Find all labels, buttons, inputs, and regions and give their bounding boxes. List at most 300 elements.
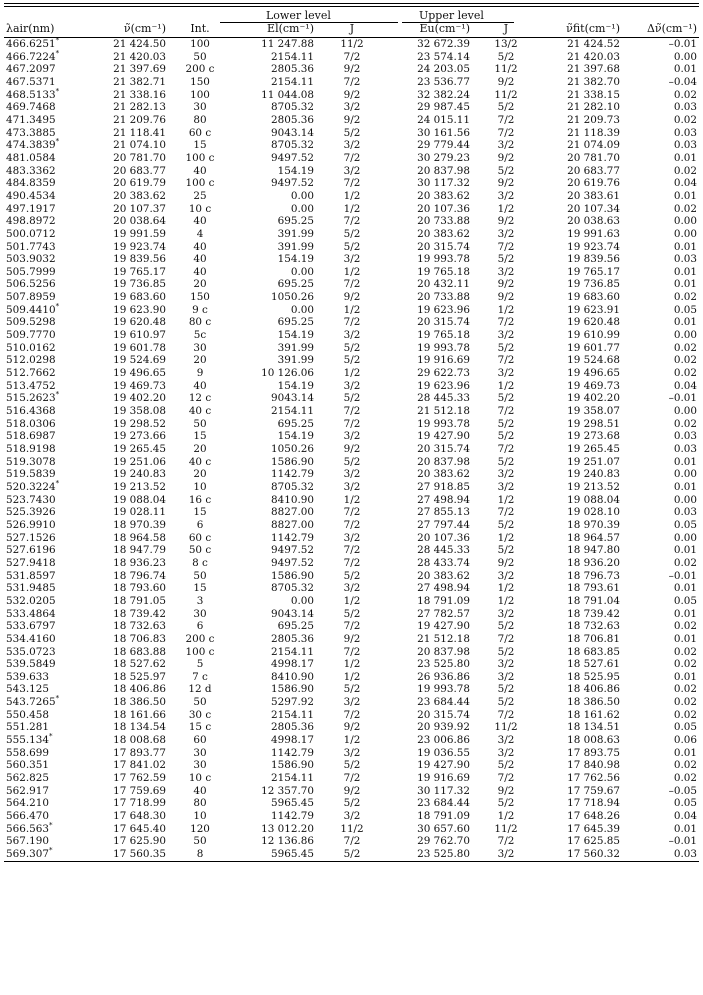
wavelength-value: 484.8359 bbox=[6, 177, 56, 190]
intensity-cell: 10 c bbox=[188, 202, 212, 215]
delta-cell: 0.01 bbox=[673, 151, 697, 164]
lower-j-cell: 5/2 bbox=[343, 354, 361, 367]
upper-j-cell: 7/2 bbox=[497, 835, 515, 848]
intensity-cell: 50 c bbox=[188, 544, 212, 557]
table-row bbox=[4, 354, 699, 367]
upper-energy-cell: 23 684.44 bbox=[417, 797, 470, 810]
delta-cell: 0.05 bbox=[673, 721, 697, 734]
lower-j-cell: 9/2 bbox=[343, 63, 361, 76]
lower-j-cell: 3/2 bbox=[343, 696, 361, 709]
fit-wavenumber-cell: 17 893.75 bbox=[567, 746, 620, 759]
fit-wavenumber-cell: 17 759.67 bbox=[567, 784, 620, 797]
wavenumber-cell: 18 386.50 bbox=[113, 696, 166, 709]
fit-wavenumber-cell: 17 840.98 bbox=[567, 759, 620, 772]
intensity-cell: 8 c bbox=[192, 556, 208, 569]
fit-wavenumber-cell: 18 739.42 bbox=[567, 607, 620, 620]
wavelength-value: 527.1526 bbox=[6, 531, 56, 544]
delta-cell: 0.00 bbox=[673, 468, 697, 481]
upper-energy-cell: 21 512.18 bbox=[417, 632, 470, 645]
delta-cell: 0.05 bbox=[673, 594, 697, 607]
wavenumber-cell: 19 524.69 bbox=[113, 354, 166, 367]
wavenumber-cell: 19 601.78 bbox=[113, 341, 166, 354]
delta-cell: 0.02 bbox=[673, 620, 697, 633]
upper-energy-cell: 27 782.57 bbox=[417, 607, 470, 620]
upper-energy-cell: 23 684.44 bbox=[417, 696, 470, 709]
wavelength-cell bbox=[4, 127, 86, 140]
delta-cell: 0.04 bbox=[673, 379, 697, 392]
table-row bbox=[4, 152, 699, 165]
upper-energy-cell: 27 498.94 bbox=[417, 582, 470, 595]
fit-wavenumber-cell: 19 923.74 bbox=[567, 240, 620, 253]
delta-cell: 0.02 bbox=[673, 772, 697, 785]
table-row bbox=[4, 392, 699, 405]
lower-j-cell: 9/2 bbox=[343, 443, 361, 455]
upper-j-cell: 5/2 bbox=[497, 696, 515, 709]
intensity-cell: 40 bbox=[193, 265, 207, 278]
intensity-cell: 15 bbox=[193, 582, 207, 595]
lower-energy-cell: 9497.52 bbox=[271, 556, 314, 569]
wavelength-value: 562.825 bbox=[6, 772, 49, 785]
wavenumber-cell: 19 923.74 bbox=[113, 240, 166, 253]
lower-energy-cell: 2805.36 bbox=[271, 721, 314, 734]
table-row bbox=[4, 139, 699, 152]
upper-energy-cell: 20 733.88 bbox=[417, 215, 470, 228]
wavenumber-cell: 18 161.66 bbox=[113, 708, 166, 721]
upper-j-cell: 3/2 bbox=[497, 265, 515, 278]
fit-wavenumber-cell: 18 134.51 bbox=[567, 721, 620, 734]
bottom-rule bbox=[4, 861, 699, 862]
wavelength-cell bbox=[4, 76, 86, 89]
lower-energy-cell: 1586.90 bbox=[271, 683, 314, 696]
delta-cell: 0.02 bbox=[673, 354, 697, 367]
wavelength-cell bbox=[4, 468, 86, 481]
upper-j-cell: 5/2 bbox=[497, 455, 515, 468]
lower-energy-cell: 1142.79 bbox=[271, 810, 314, 823]
fit-wavenumber-cell: 19 240.83 bbox=[567, 468, 620, 481]
lower-j-cell: 5/2 bbox=[343, 126, 361, 139]
lower-j-cell: 7/2 bbox=[343, 177, 361, 190]
wavenumber-cell: 19 683.60 bbox=[113, 291, 166, 304]
table-row bbox=[4, 165, 699, 178]
fit-wavenumber-cell: 20 781.70 bbox=[567, 151, 620, 164]
lower-j-cell: 7/2 bbox=[343, 75, 361, 88]
new-line-marker: * bbox=[55, 479, 60, 488]
intensity-cell: 30 bbox=[193, 101, 207, 114]
upper-energy-cell: 23 525.80 bbox=[417, 848, 470, 860]
upper-energy-cell: 20 315.74 bbox=[417, 708, 470, 721]
wavelength-value: 518.6987 bbox=[6, 430, 56, 443]
upper-energy-cell: 19 916.69 bbox=[417, 354, 470, 367]
lower-j-cell: 3/2 bbox=[343, 253, 361, 266]
lower-energy-cell: 2154.11 bbox=[271, 645, 314, 658]
intensity-cell: 20 bbox=[193, 354, 207, 367]
table-row bbox=[4, 291, 699, 304]
upper-energy-cell: 30 657.60 bbox=[417, 822, 470, 835]
table-row bbox=[4, 456, 699, 469]
wavelength-value: 513.4752 bbox=[6, 379, 56, 392]
delta-cell: 0.02 bbox=[673, 696, 697, 709]
new-line-marker: * bbox=[55, 390, 60, 399]
wavelength-cell bbox=[4, 38, 86, 51]
wavenumber-cell: 17 893.77 bbox=[113, 746, 166, 759]
upper-energy-cell: 19 916.69 bbox=[417, 772, 470, 785]
intensity-cell: 40 bbox=[193, 215, 207, 228]
delta-cell: 0.03 bbox=[673, 443, 697, 455]
upper-j-cell: 5/2 bbox=[497, 101, 515, 114]
wavenumber-cell: 18 796.74 bbox=[113, 569, 166, 582]
lower-energy-cell: 1142.79 bbox=[271, 531, 314, 544]
table-row bbox=[4, 785, 699, 798]
wavelength-cell bbox=[4, 215, 86, 228]
wavelength-cell bbox=[4, 114, 86, 127]
wavelength-cell bbox=[4, 456, 86, 469]
table-row bbox=[4, 38, 699, 51]
delta-cell: 0.05 bbox=[673, 303, 697, 316]
lower-energy-cell: 154.19 bbox=[277, 164, 314, 177]
wavenumber-cell: 21 338.16 bbox=[113, 88, 166, 101]
new-line-marker: * bbox=[48, 821, 53, 830]
delta-cell: 0.02 bbox=[673, 164, 697, 177]
fit-wavenumber-cell: 18 527.61 bbox=[567, 658, 620, 671]
wavenumber-cell: 19 265.45 bbox=[113, 443, 166, 455]
delta-cell: 0.03 bbox=[673, 506, 697, 519]
lower-j-cell: 5/2 bbox=[343, 797, 361, 810]
wavelength-value: 481.0584 bbox=[6, 151, 56, 164]
table-row bbox=[4, 570, 699, 583]
table-row bbox=[4, 215, 699, 228]
wavelength-value: 525.3926 bbox=[6, 506, 56, 519]
delta-cell: 0.00 bbox=[673, 405, 697, 418]
wavelength-value: 550.458 bbox=[6, 708, 49, 721]
upper-j-cell: 7/2 bbox=[497, 354, 515, 367]
fit-wavenumber-cell: 18 796.73 bbox=[567, 569, 620, 582]
wavelength-value: 468.5133 bbox=[6, 88, 56, 101]
wavenumber-cell: 18 964.58 bbox=[113, 531, 166, 544]
lower-j-cell: 3/2 bbox=[343, 139, 361, 152]
lower-j-cell: 7/2 bbox=[343, 708, 361, 721]
wavenumber-cell: 17 762.59 bbox=[113, 772, 166, 785]
upper-j-cell: 5/2 bbox=[497, 683, 515, 696]
table-row bbox=[4, 430, 699, 443]
upper-j-cell: 3/2 bbox=[497, 227, 515, 240]
upper-energy-cell: 19 427.90 bbox=[417, 620, 470, 633]
upper-j-cell: 5/2 bbox=[497, 518, 515, 531]
wavelength-value: 520.3224 bbox=[6, 480, 56, 493]
delta-cell: 0.02 bbox=[673, 291, 697, 304]
lower-energy-cell: 9043.14 bbox=[271, 392, 314, 405]
lower-j-cell: 9/2 bbox=[343, 291, 361, 304]
wavelength-value: 539.633 bbox=[6, 670, 49, 683]
lower-j-cell: 1/2 bbox=[343, 658, 361, 671]
upper-energy-cell: 18 791.09 bbox=[417, 594, 470, 607]
wavelength-value: 533.6797 bbox=[6, 620, 56, 633]
upper-j-cell: 3/2 bbox=[497, 329, 515, 342]
lower-energy-cell: 154.19 bbox=[277, 430, 314, 443]
table-body bbox=[4, 38, 699, 861]
wavenumber-cell: 18 936.23 bbox=[113, 556, 166, 569]
upper-j-cell: 3/2 bbox=[497, 848, 515, 860]
upper-j-cell: 5/2 bbox=[497, 50, 515, 63]
lower-j-cell: 1/2 bbox=[343, 493, 361, 506]
upper-energy-cell: 24 015.11 bbox=[417, 113, 470, 126]
lower-energy-cell: 2805.36 bbox=[271, 113, 314, 126]
wavelength-cell bbox=[4, 823, 86, 836]
fit-wavenumber-cell: 19 358.07 bbox=[567, 405, 620, 418]
delta-cell: 0.03 bbox=[673, 126, 697, 139]
wavelength-cell bbox=[4, 620, 86, 633]
upper-energy-cell: 30 117.32 bbox=[417, 177, 470, 190]
table-row bbox=[4, 342, 699, 355]
wavenumber-cell: 19 088.04 bbox=[113, 493, 166, 506]
fit-wavenumber-cell: 20 619.76 bbox=[567, 177, 620, 190]
delta-cell: 0.02 bbox=[673, 113, 697, 126]
new-line-marker: * bbox=[48, 846, 53, 855]
wavenumber-cell: 19 991.59 bbox=[113, 227, 166, 240]
wavelength-value: 518.9198 bbox=[6, 443, 56, 455]
delta-cell: 0.05 bbox=[673, 797, 697, 810]
wavenumber-cell: 17 645.40 bbox=[113, 822, 166, 835]
wavelength-cell bbox=[4, 291, 86, 304]
wavenumber-cell: 21 118.41 bbox=[113, 126, 166, 139]
delta-cell: 0.01 bbox=[673, 455, 697, 468]
intensity-cell: 5 bbox=[196, 658, 204, 671]
table-row bbox=[4, 721, 699, 734]
fit-wavenumber-cell: 19 623.91 bbox=[567, 303, 620, 316]
lower-j-cell: 3/2 bbox=[343, 582, 361, 595]
new-line-marker: * bbox=[55, 49, 60, 58]
table-row bbox=[4, 481, 699, 494]
upper-energy-cell: 20 107.36 bbox=[417, 202, 470, 215]
fit-wavenumber-cell: 19 088.04 bbox=[567, 493, 620, 506]
wavelength-cell bbox=[4, 316, 86, 329]
upper-j-cell: 9/2 bbox=[497, 278, 515, 291]
new-line-marker: * bbox=[55, 87, 60, 96]
delta-cell: 0.03 bbox=[673, 253, 697, 266]
table-row bbox=[4, 557, 699, 570]
wavenumber-cell: 18 008.68 bbox=[113, 734, 166, 747]
intensity-cell: 50 bbox=[193, 50, 207, 63]
upper-j-cell: 3/2 bbox=[497, 480, 515, 493]
wavelength-value: 467.2097 bbox=[6, 63, 56, 76]
intensity-cell: 100 bbox=[190, 38, 210, 50]
intensity-cell: 10 c bbox=[188, 772, 212, 785]
upper-j-cell: 5/2 bbox=[497, 164, 515, 177]
wavelength-cell bbox=[4, 177, 86, 190]
wavenumber-cell: 18 406.86 bbox=[113, 683, 166, 696]
fit-wavenumber-cell: 19 610.99 bbox=[567, 329, 620, 342]
lower-energy-cell: 695.25 bbox=[277, 620, 314, 633]
wavenumber-cell: 17 759.69 bbox=[113, 784, 166, 797]
upper-energy-cell: 20 383.62 bbox=[417, 569, 470, 582]
table-row bbox=[4, 114, 699, 127]
column-header-0: λair(nm) bbox=[6, 22, 55, 35]
intensity-cell: 40 bbox=[193, 253, 207, 266]
upper-j-cell: 1/2 bbox=[497, 582, 515, 595]
wavelength-cell bbox=[4, 633, 86, 646]
fit-wavenumber-cell: 18 791.04 bbox=[567, 594, 620, 607]
wavenumber-cell: 18 683.88 bbox=[113, 645, 166, 658]
lower-j-cell: 11/2 bbox=[340, 38, 364, 50]
intensity-cell: 40 bbox=[193, 240, 207, 253]
wavelength-value: 509.5298 bbox=[6, 316, 56, 329]
wavelength-cell bbox=[4, 304, 86, 317]
upper-j-cell: 5/2 bbox=[497, 645, 515, 658]
upper-energy-cell: 20 837.98 bbox=[417, 164, 470, 177]
upper-energy-cell: 20 837.98 bbox=[417, 455, 470, 468]
lower-energy-cell: 8410.90 bbox=[271, 670, 314, 683]
lower-j-cell: 1/2 bbox=[343, 734, 361, 747]
lower-j-cell: 7/2 bbox=[343, 215, 361, 228]
table-row bbox=[4, 646, 699, 659]
table-row bbox=[4, 304, 699, 317]
fit-wavenumber-cell: 18 970.39 bbox=[567, 518, 620, 531]
intensity-cell: 150 bbox=[190, 75, 210, 88]
table-row bbox=[4, 367, 699, 380]
fit-wavenumber-cell: 19 469.73 bbox=[567, 379, 620, 392]
delta-cell: 0.01 bbox=[673, 189, 697, 202]
wavenumber-cell: 20 383.62 bbox=[113, 189, 166, 202]
delta-cell: 0.03 bbox=[673, 430, 697, 443]
wavenumber-cell: 20 781.70 bbox=[113, 151, 166, 164]
fit-wavenumber-cell: 20 383.61 bbox=[567, 189, 620, 202]
wavelength-value: 531.8597 bbox=[6, 569, 56, 582]
lower-energy-cell: 2154.11 bbox=[271, 75, 314, 88]
wavelength-cell bbox=[4, 253, 86, 266]
table-row bbox=[4, 608, 699, 621]
lower-energy-cell: 8827.00 bbox=[271, 518, 314, 531]
fit-wavenumber-cell: 21 282.10 bbox=[567, 101, 620, 114]
upper-energy-cell: 19 993.78 bbox=[417, 341, 470, 354]
upper-energy-cell: 29 622.73 bbox=[417, 367, 470, 380]
fit-wavenumber-cell: 21 397.68 bbox=[567, 63, 620, 76]
wavelength-value: 531.9485 bbox=[6, 582, 56, 595]
lower-energy-cell: 154.19 bbox=[277, 379, 314, 392]
intensity-cell: 100 c bbox=[185, 177, 215, 190]
wavelength-cell bbox=[4, 329, 86, 342]
upper-energy-cell: 27 855.13 bbox=[417, 506, 470, 519]
lower-energy-cell: 154.19 bbox=[277, 329, 314, 342]
upper-j-cell: 7/2 bbox=[497, 405, 515, 418]
wavelength-cell bbox=[4, 747, 86, 760]
delta-cell: 0.04 bbox=[673, 177, 697, 190]
delta-cell: 0.01 bbox=[673, 670, 697, 683]
lower-j-cell: 5/2 bbox=[343, 607, 361, 620]
wavelength-cell bbox=[4, 696, 86, 709]
table-row bbox=[4, 51, 699, 64]
lower-energy-cell: 9497.52 bbox=[271, 544, 314, 557]
upper-level-heading: Upper level bbox=[419, 9, 484, 22]
upper-j-cell: 13/2 bbox=[494, 38, 518, 50]
lower-j-cell: 7/2 bbox=[343, 506, 361, 519]
lower-j-cell: 5/2 bbox=[343, 848, 361, 860]
delta-cell: –0.01 bbox=[668, 569, 697, 582]
lower-energy-cell: 2154.11 bbox=[271, 405, 314, 418]
table-row bbox=[4, 544, 699, 557]
lower-energy-cell: 2805.36 bbox=[271, 63, 314, 76]
table-row bbox=[4, 418, 699, 431]
lower-j-cell: 7/2 bbox=[343, 772, 361, 785]
wavelength-cell bbox=[4, 721, 86, 734]
upper-energy-cell: 19 036.55 bbox=[417, 746, 470, 759]
upper-energy-cell: 20 315.74 bbox=[417, 443, 470, 455]
wavelength-cell bbox=[4, 367, 86, 380]
intensity-cell: 50 bbox=[193, 417, 207, 430]
wavelength-value: 466.6251 bbox=[6, 38, 56, 50]
lower-j-cell: 3/2 bbox=[343, 746, 361, 759]
lower-j-cell: 5/2 bbox=[343, 392, 361, 405]
upper-energy-cell: 19 427.90 bbox=[417, 430, 470, 443]
upper-energy-cell: 27 797.44 bbox=[417, 518, 470, 531]
wavenumber-cell: 19 610.97 bbox=[113, 329, 166, 342]
fit-wavenumber-cell: 18 008.63 bbox=[567, 734, 620, 747]
wavelength-cell bbox=[4, 190, 86, 203]
fit-wavenumber-cell: 18 683.85 bbox=[567, 645, 620, 658]
wavelength-cell bbox=[4, 392, 86, 405]
intensity-cell: 40 bbox=[193, 164, 207, 177]
table-row bbox=[4, 494, 699, 507]
delta-cell: 0.02 bbox=[673, 683, 697, 696]
wavelength-value: 473.3885 bbox=[6, 126, 56, 139]
upper-j-cell: 11/2 bbox=[494, 88, 518, 101]
wavelength-value: 466.7224 bbox=[6, 50, 56, 63]
fit-wavenumber-cell: 19 273.68 bbox=[567, 430, 620, 443]
intensity-cell: 40 bbox=[193, 379, 207, 392]
upper-j-cell: 5/2 bbox=[497, 759, 515, 772]
wavelength-value: 512.0298 bbox=[6, 354, 56, 367]
lower-energy-cell: 391.99 bbox=[277, 227, 314, 240]
delta-cell: 0.02 bbox=[673, 88, 697, 101]
fit-wavenumber-cell: 21 074.09 bbox=[567, 139, 620, 152]
delta-cell: 0.01 bbox=[673, 544, 697, 557]
wavelength-value: 500.0712 bbox=[6, 227, 56, 240]
intensity-cell: 20 bbox=[193, 278, 207, 291]
wavelength-cell bbox=[4, 608, 86, 621]
wavelength-value: 471.3495 bbox=[6, 113, 56, 126]
upper-energy-cell: 29 987.45 bbox=[417, 101, 470, 114]
upper-j-cell: 9/2 bbox=[497, 556, 515, 569]
upper-energy-cell: 20 315.74 bbox=[417, 316, 470, 329]
intensity-cell: 15 bbox=[193, 139, 207, 152]
intensity-cell: 6 bbox=[196, 620, 204, 633]
wavelength-cell bbox=[4, 354, 86, 367]
wavelength-cell bbox=[4, 544, 86, 557]
wavelength-value: 562.917 bbox=[6, 784, 49, 797]
fit-wavenumber-cell: 19 683.60 bbox=[567, 291, 620, 304]
table-row bbox=[4, 190, 699, 203]
wavelength-cell bbox=[4, 582, 86, 595]
wavenumber-cell: 21 282.13 bbox=[113, 101, 166, 114]
lower-j-cell: 9/2 bbox=[343, 632, 361, 645]
upper-j-cell: 11/2 bbox=[494, 721, 518, 734]
wavenumber-cell: 18 527.62 bbox=[113, 658, 166, 671]
delta-cell: 0.01 bbox=[673, 632, 697, 645]
wavelength-value: 558.699 bbox=[6, 746, 49, 759]
intensity-cell: 30 c bbox=[188, 708, 212, 721]
lower-energy-cell: 8705.32 bbox=[271, 101, 314, 114]
lower-level-rule bbox=[220, 22, 398, 23]
intensity-cell: 25 bbox=[193, 189, 207, 202]
upper-j-cell: 1/2 bbox=[497, 379, 515, 392]
wavenumber-cell: 18 791.05 bbox=[113, 594, 166, 607]
wavelength-cell bbox=[4, 266, 86, 279]
lower-j-cell: 5/2 bbox=[343, 759, 361, 772]
lower-j-cell: 7/2 bbox=[343, 544, 361, 557]
table-row bbox=[4, 76, 699, 89]
wavelength-cell bbox=[4, 380, 86, 393]
fit-wavenumber-cell: 18 936.20 bbox=[567, 556, 620, 569]
intensity-cell: 30 bbox=[193, 759, 207, 772]
lower-energy-cell: 13 012.20 bbox=[261, 822, 314, 835]
